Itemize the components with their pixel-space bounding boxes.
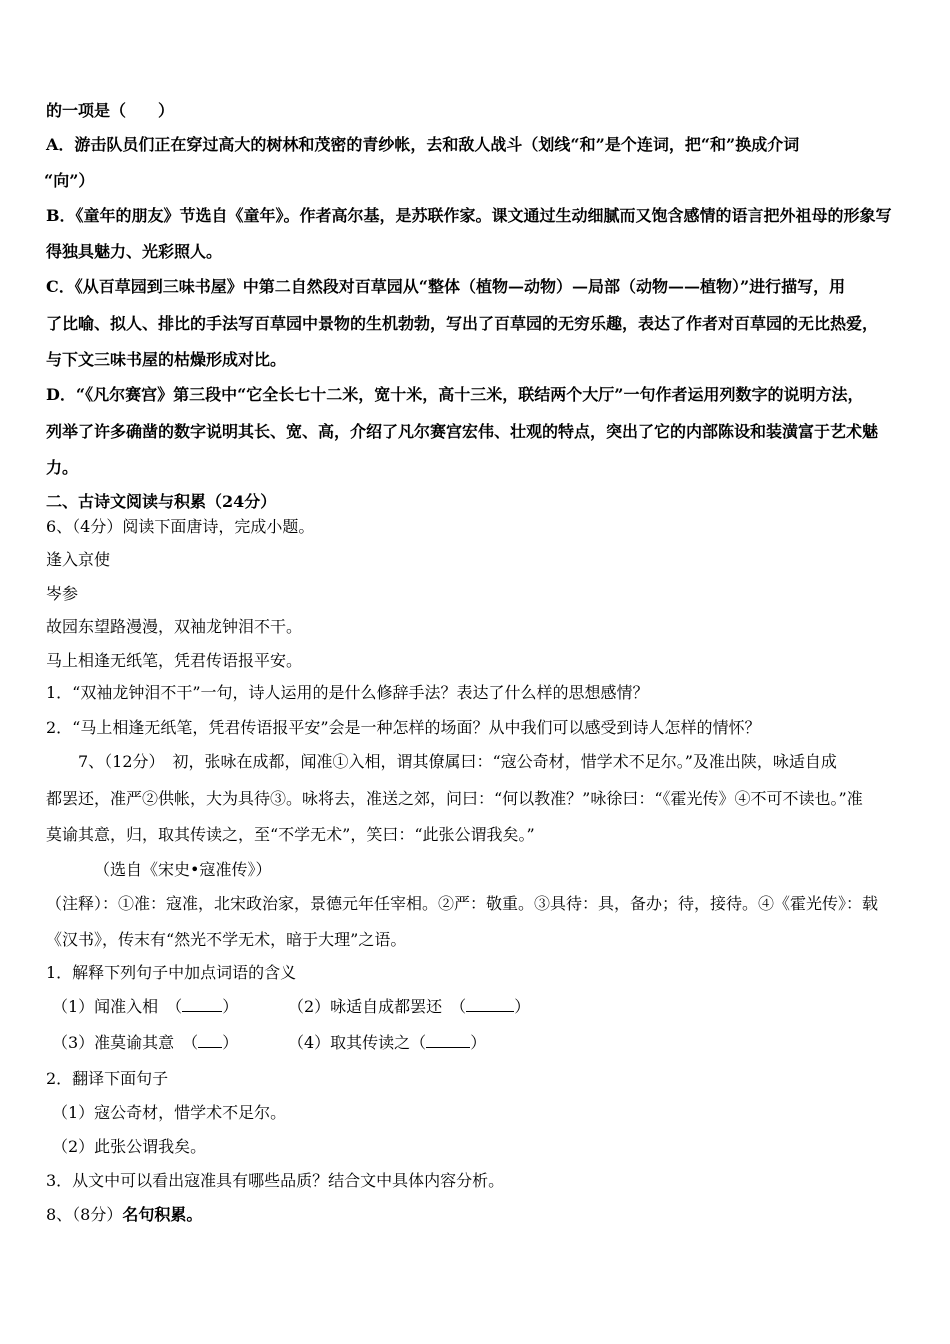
option-b-line2: 得独具魅力、光彩照人。 xyxy=(46,242,223,261)
answer-blank-2[interactable] xyxy=(466,997,514,1012)
item-4-close: ） xyxy=(470,1033,487,1052)
option-c-line1: C．《从百草园到三味书屋》中第二自然段对百草园从“整体（植物—动物）—局部（动物——植物）”进行描写，用 xyxy=(46,277,846,296)
q7-task-3: 3．从文中可以看出寇准具有哪些品质？结合文中具体内容分析。 xyxy=(46,1171,505,1190)
item-2-close: ） xyxy=(514,997,531,1016)
q7-translate-1: （1）寇公奇材，惜学术不足尔。 xyxy=(52,1103,287,1122)
option-a-line2: “向”） xyxy=(44,171,95,190)
option-a-line1: A．游击队员们正在穿过高大的树林和茂密的青纱帐，去和敌人战斗（划线“和”是个连词，把“和”换成介词 xyxy=(46,135,800,154)
poem-title: 逢入京使 xyxy=(46,550,111,569)
q7-task-1: 1．解释下列句子中加点词语的含义 xyxy=(46,963,297,982)
option-d-line2: 列举了许多确凿的数字说明其长、宽、高，介绍了凡尔赛宫宏伟、壮观的特点，突出了它的内部陈设和装潢富于艺术魅 xyxy=(46,422,879,441)
section-heading: 二、古诗文阅读与积累（24分） xyxy=(46,492,277,511)
q6-sub-1: 1．“双袖龙钟泪不干”一句，诗人运用的是什么修辞手法？表达了什么样的思想感情？ xyxy=(46,683,649,702)
option-b-line1: B．《童年的朋友》节选自《童年》。作者高尔基，是苏联作家。课文通过生动细腻而又饱含感情的语言把外祖母的形象写 xyxy=(46,206,892,225)
mc-stem-tail: 的一项是（ ） xyxy=(46,101,175,120)
poem-line-2: 马上相逢无纸笔，凭君传语报平安。 xyxy=(46,651,303,670)
poem-author: 岑参 xyxy=(46,584,79,603)
q7-notes-line1: （注释）：①准：寇准，北宋政治家，景德元年任宰相。②严：敬重。③具待：具，备办；待，接待。④《霍光传》：载 xyxy=(46,894,879,913)
q7-item-3 xyxy=(52,1032,238,1054)
q8-heading xyxy=(46,1204,202,1226)
q7-task-2: 2．翻译下面句子 xyxy=(46,1069,169,1088)
item-3-close: ） xyxy=(222,1033,239,1052)
q8-title: 名句积累。 xyxy=(122,1205,203,1224)
option-c-line2: 了比喻、拟人、排比的手法写百草园中景物的生机勃勃，写出了百草园的无穷乐趣，表达了作者对百草园的无比热爱， xyxy=(46,314,879,333)
q7-passage-line3: 莫谕其意，归，取其传读之，至“不学无术”，笑曰：“此张公谓我矣。” xyxy=(46,825,535,844)
q7-passage-line2: 都罢还，准严②供帐，大为具待③。咏将去，准送之郊，问曰：“何以教准？”咏徐曰：“《霍光传》④不可不读也。”准 xyxy=(46,789,863,808)
option-d-line3: 力。 xyxy=(46,458,79,477)
option-c-line3: 与下文三味书屋的枯燥形成对比。 xyxy=(46,350,287,369)
q6-intro: 6、（4分）阅读下面唐诗，完成小题。 xyxy=(46,517,315,536)
q7-notes-line2: 《汉书》，传末有“然光不学无术，暗于大理”之语。 xyxy=(46,930,407,949)
answer-blank-1[interactable] xyxy=(182,997,222,1012)
item-4-text: （4）取其传读之（ xyxy=(288,1033,427,1052)
answer-blank-4[interactable] xyxy=(426,1033,470,1048)
q7-translate-2: （2）此张公谓我矣。 xyxy=(52,1137,207,1156)
poem-line-1: 故园东望路漫漫，双袖龙钟泪不干。 xyxy=(46,617,303,636)
item-1-text: （1）闻准入相 （ xyxy=(52,997,183,1016)
item-3-text: （3）准莫谕其意 （ xyxy=(52,1033,199,1052)
q7-passage-line1: 7、（12分） 初，张咏在成都，闻准①入相，谓其僚属曰：“寇公奇材，惜学术不足尔。”及准出陕，咏适自成 xyxy=(78,752,837,771)
item-2-text: （2）咏适自成都罢还 （ xyxy=(288,997,467,1016)
q7-item-4 xyxy=(288,1032,486,1054)
q6-sub-2: 2．“马上相逢无纸笔，凭君传语报平安”会是一种怎样的场面？从中我们可以感受到诗人怎样的情怀？ xyxy=(46,718,761,737)
answer-blank-3[interactable] xyxy=(198,1033,222,1048)
option-d-line1: D．“《凡尔赛宫》第三段中“它全长七十二米，宽十米，高十三米，联结两个大厅”一句作者运用列数字的说明方法， xyxy=(46,385,864,404)
q8-prefix: 8、（8分） xyxy=(46,1205,123,1224)
item-1-close: ） xyxy=(222,997,239,1016)
q7-item-2 xyxy=(288,996,530,1018)
q7-source: （选自《宋史•寇准传》） xyxy=(94,860,272,879)
q7-item-1 xyxy=(52,996,238,1018)
